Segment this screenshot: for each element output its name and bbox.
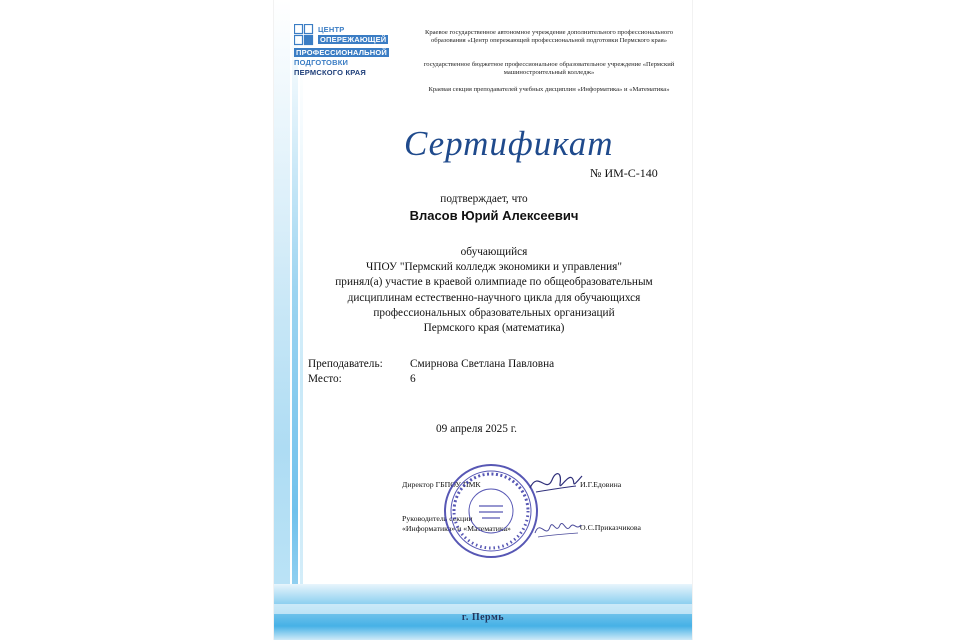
section-head-title-line: Руководитель секции [402,514,473,523]
logo-text-line: ПОДГОТОВКИ [294,58,349,67]
organizer-name: Краевое государственное автономное учреждение дополнительного профессионального образования «Центр опережающей профессиональной подготовки Пермского края» [424,29,674,45]
certificate-date: 09 апреля 2025 г. [436,423,517,435]
section-head-name: О.С.Приказчикова [580,523,641,532]
logo-text-line: ОПЕРЕЖАЮЩЕЙ [320,35,387,44]
certificate-number: № ИМ-С-140 [590,166,658,180]
section-head-signature-icon [532,515,584,543]
college-name: государственное бюджетное профессиональное образовательное учреждение «Пермский машиностроительный колледж» [423,61,675,77]
body-line: Пермского края (математика) [423,322,565,335]
logo-text-line: ПРОФЕССИОНАЛЬНОЙ [296,48,388,57]
place-value: 6 [410,373,416,385]
footer-city: г. Пермь [461,612,505,623]
certificate-title: Сертификат [404,124,614,163]
copp-logo-icon [294,24,314,46]
logo-text-line: ПЕРМСКОГО КРАЯ [294,68,366,77]
recipient-name: Власов Юрий Алексеевич [409,208,579,223]
body-line: принял(а) участие в краевой олимпиаде по общеобразовательным [335,276,653,289]
teacher-label: Преподаватель: [308,358,383,370]
decorative-stripe [274,0,290,640]
place-label: Место: [308,373,342,385]
teacher-value: Смирнова Светлана Павловна [410,358,555,370]
certificate [274,0,692,640]
director-title: Директор ГБПОУ ПМК [402,480,481,489]
body-line: ЧПОУ "Пермский колледж экономики и управления" [365,261,622,274]
certificate-body [294,245,692,336]
body-line: обучающийся [460,246,528,258]
director-signature-icon [526,464,586,498]
logo-text-line: ЦЕНТР [318,25,345,34]
director-name: И.Г.Едовина [580,480,622,489]
section-head-title-line: «Информатика» и «Математика» [402,524,511,533]
confirms-text: подтверждает, что [440,193,528,205]
body-line: дисциплинам естественно-научного цикла для обучающихся [347,291,641,304]
body-line: профессиональных образовательных организаций [373,306,615,319]
section-name: Краевая секция преподавателей учебных дисциплин «Информатика» и «Математика» [428,86,670,93]
